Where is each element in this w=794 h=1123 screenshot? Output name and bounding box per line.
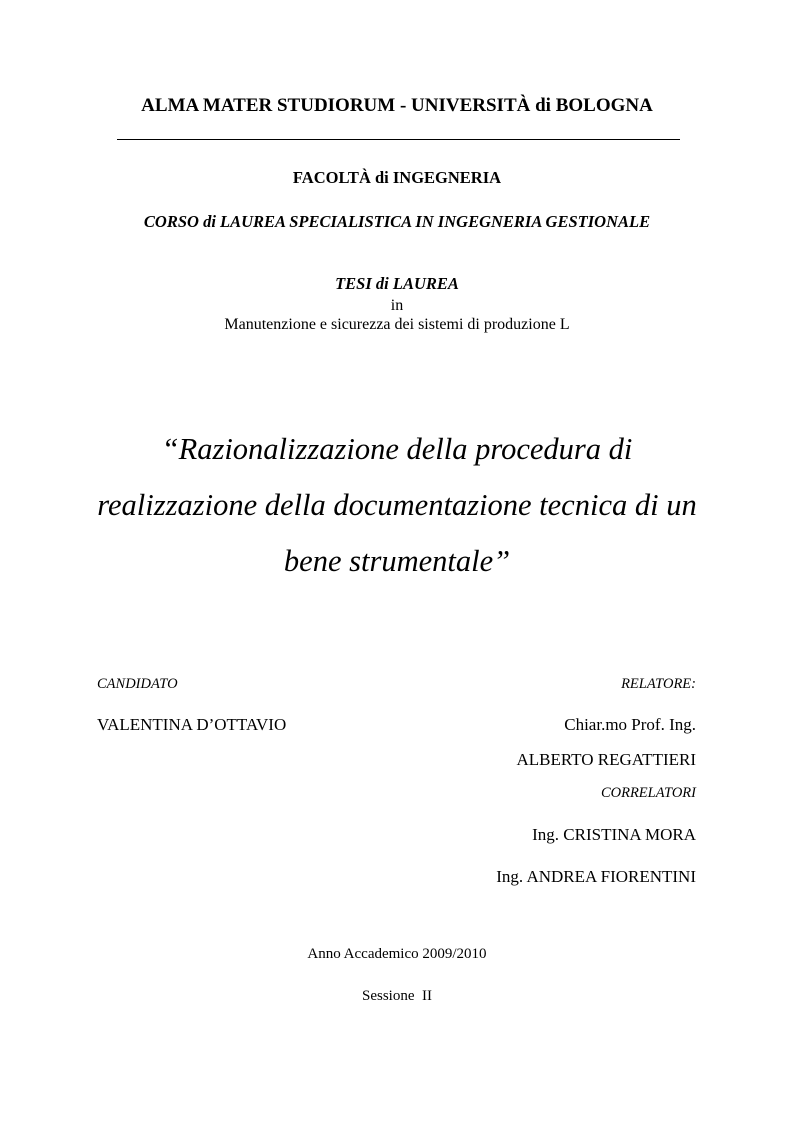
thesis-title-line: “Razionalizzazione della procedura di xyxy=(161,432,633,466)
supervisor-title: Chiar.mo Prof. Ing. xyxy=(564,715,696,734)
university-name: ALMA MATER STUDIORUM - UNIVERSITÀ di BOLOGNA xyxy=(141,95,653,116)
co-supervisor-name: Ing. ANDREA FIORENTINI xyxy=(496,867,696,886)
thesis-in-label: in xyxy=(390,297,404,314)
course-name: CORSO di LAUREA SPECIALISTICA IN INGEGNERIA GESTIONALE xyxy=(143,212,651,231)
co-supervisor-name: Ing. CRISTINA MORA xyxy=(532,825,696,844)
session: Sessione II xyxy=(362,988,432,1004)
thesis-subject: Manutenzione e sicurezza dei sistemi di produzione L xyxy=(224,316,570,333)
thesis-title-line: bene strumentale” xyxy=(283,544,511,578)
thesis-title-line: realizzazione della documentazione tecnica di un xyxy=(97,488,697,522)
thesis-type-label: TESI di LAUREA xyxy=(335,274,459,293)
candidate-label: CANDIDATO xyxy=(97,676,178,692)
academic-year: Anno Accademico 2009/2010 xyxy=(307,946,487,962)
co-supervisors-label: CORRELATORI xyxy=(600,785,696,801)
header-divider xyxy=(117,139,680,140)
supervisor-label: RELATORE: xyxy=(621,676,696,692)
candidate-name: VALENTINA D’OTTAVIO xyxy=(97,715,287,734)
supervisor-name: ALBERTO REGATTIERI xyxy=(516,750,696,769)
faculty-name: FACOLTÀ di INGEGNERIA xyxy=(292,168,502,187)
